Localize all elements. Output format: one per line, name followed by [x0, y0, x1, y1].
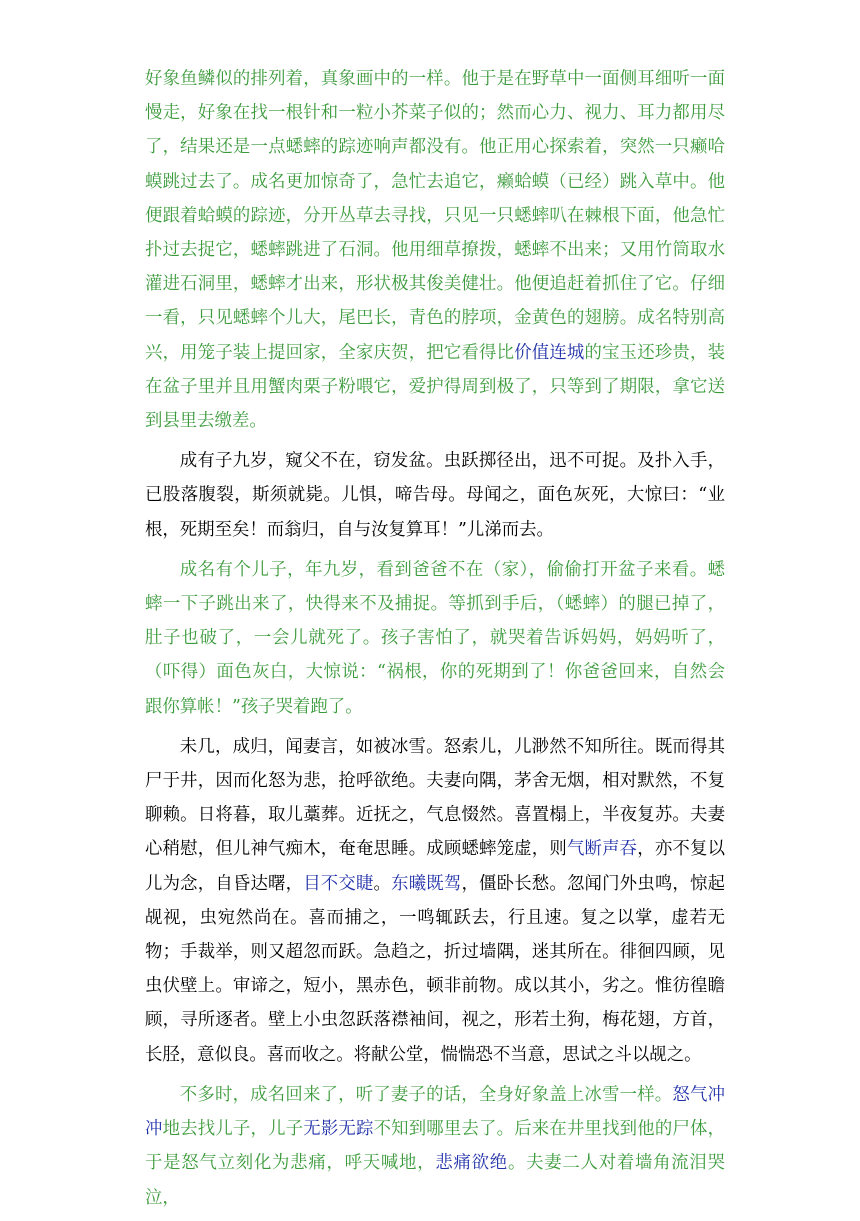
idiom-link[interactable]: 悲痛欲绝	[435, 1153, 508, 1174]
translation-text: 地去找儿子，儿子	[162, 1119, 304, 1140]
paragraph	[145, 62, 725, 438]
translation-text: 的宝玉还珍贵，装在盆子里并且用蟹肉栗子粉喂它，爱护得周到极了，只等到了期限，拿它送到县里去缴差。	[145, 342, 725, 432]
original-text: ，亦不复以儿为念，自昏达曙，	[145, 839, 725, 894]
paragraph	[145, 553, 725, 724]
original-text: 未几，成归，闻妻言，如被冰雪。怒索儿，儿渺然不知所往。既而得其尸于井，因而化怒为悲，抢呼欲绝。夫妻向隅，茅舍无烟，相对默然，不复聊赖。日将暮，取儿藁葬。近抚之，气息惙然。喜置榻上，半夜复苏。夫妻心稍慰，但儿神气痴木，奄奄思睡。成顾蟋蟀笼虚，则	[145, 736, 725, 860]
original-text: ，僵卧长愁。忽闻门外虫鸣，惊起觇视，虫宛然尚在。喜而捕之，一鸣辄跃去，行且速。复之以掌，虚若无物；手裁举，则又超忽而跃。急趋之，折过墙隅，迷其所在。徘徊四顾，见虫伏壁上。审谛之，短小，黑赤色，顿非前物。成以其小，劣之。惟彷徨瞻顾，寻所逐者。壁上小虫忽跃落襟袖间，视之，形若土狗，梅花翅，方首，长胫，意似良。喜而收之。将献公堂，惴惴恐不当意，思试之斗以觇之。	[145, 873, 725, 1065]
translation-text: 不多时，成名回来了，听了妻子的话，全身好象盖上冰雪一样。	[179, 1084, 673, 1105]
paragraph	[145, 444, 725, 547]
translation-text: 不知到哪里去了。后来在井里找到他的尸体，于是怒气立刻化为悲痛，呼天喊地，	[145, 1119, 725, 1174]
idiom-link[interactable]: 东曦既驾	[391, 873, 462, 894]
document-page	[145, 62, 725, 1221]
idiom-link[interactable]: 目不交睫	[303, 873, 374, 894]
idiom-link[interactable]: 无影无踪	[303, 1119, 374, 1140]
translation-text: 好象鱼鳞似的排列着，真象画中的一样。他于是在野草中一面侧耳细听一面慢走，好象在找一根针和一粒小芥菜子似的；然而心力、视力、耳力都用尽了，结果还是一点蟋蟀的踪迹响声都没有。他正用心探索着，突然一只癞哈蟆跳过去了。成名更加惊奇了，急忙去追它，癞蛤蟆（已经）跳入草中。他便跟着蛤蟆的踪迹，分开丛草去寻找，只见一只蟋蟀叭在棘根下面，他急忙扑过去捉它，蟋蟀跳进了石洞。他用细草撩拨，蟋蟀不出来；又用竹筒取水灌进石洞里，蟋蟀才出来，形状极其俊美健壮。他便追赶着抓住了它。仔细一看，只见蟋蟀个儿大，尾巴长，青色的脖项，金黄色的翅膀。成名特别高兴，用笼子装上提回家，全家庆贺，把它看得比	[145, 69, 725, 363]
original-text: 成有子九岁，窥父不在，窃发盆。虫跃掷径出，迅不可捉。及扑入手，已股落腹裂，斯须就毙。儿惧，啼告母。母闻之，面色灰死，大惊曰：“业根，死期至矣！而翁归，自与汝复算耳！”儿涕而去。	[145, 451, 725, 540]
original-text: 。	[373, 873, 392, 894]
paragraph	[145, 1078, 725, 1215]
paragraph	[145, 730, 725, 1072]
translation-text: 成名有个儿子，年九岁，看到爸爸不在（家），偷偷打开盆子来看。蟋蟀一下子跳出来了，快得来不及捕捉。等抓到手后，（蟋蟀）的腿已掉了，肚子也破了，一会儿就死了。孩子害怕了，就哭着告诉妈妈，妈妈听了，（吓得）面色灰白，大惊说：“祸根，你的死期到了！你爸爸回来，自然会跟你算帐！”孩子哭着跑了。	[145, 559, 725, 717]
idiom-link[interactable]: 价值连城	[514, 342, 585, 363]
idiom-link[interactable]: 气断声吞	[566, 839, 638, 860]
idiom-link[interactable]: 怒气冲冲	[145, 1084, 725, 1140]
translation-text: 。夫妻二人对着墙角流泪哭泣，	[145, 1153, 725, 1208]
